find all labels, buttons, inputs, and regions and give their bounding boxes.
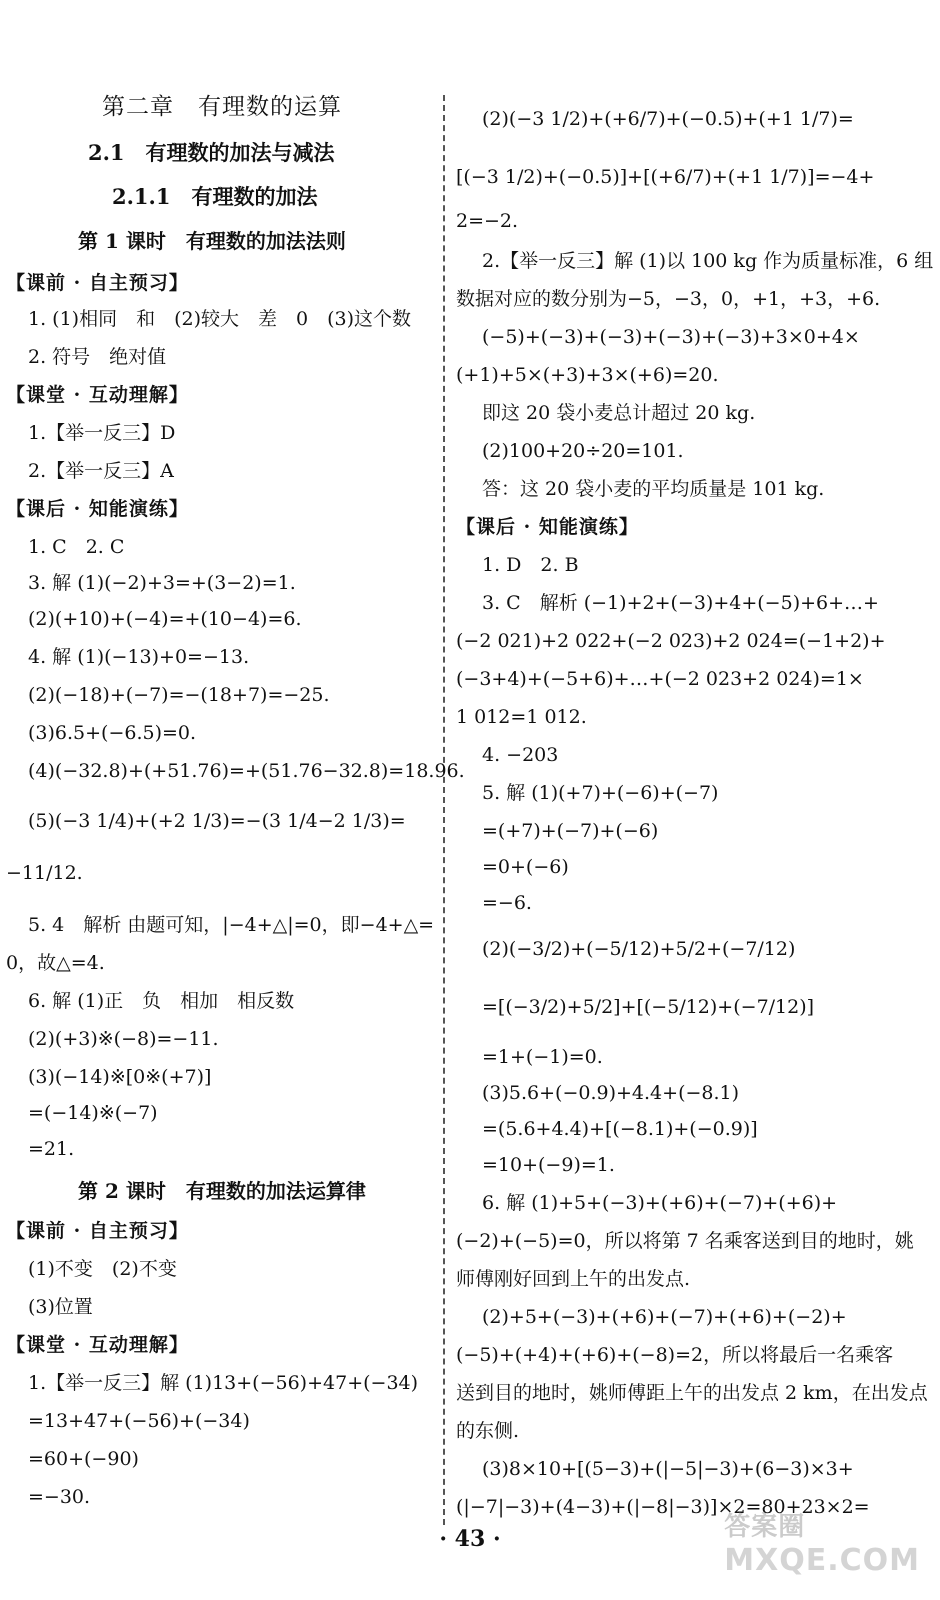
answer-line: (2)(−3 1/2)+(+6/7)+(−0.5)+(+1 1/7)= — [482, 108, 854, 130]
answer-line: 1. (1)相同 和 (2)较大 差 0 (3)这个数 — [28, 308, 411, 330]
answer-line: (+1)+5×(+3)+3×(+6)=20. — [456, 364, 719, 386]
answer-line: (3)位置 — [28, 1296, 93, 1318]
answer-line: =(−14)※(−7) — [28, 1102, 158, 1124]
answer-line: 1. D 2. B — [482, 554, 579, 576]
section-pre-1: 【课前 · 自主预习】 — [6, 272, 189, 294]
lesson2-title: 第 2 课时 有理数的加法运算律 — [78, 1179, 366, 1203]
answer-line: (−2 021)+2 022+(−2 023)+2 024=(−1+2)+ — [456, 630, 886, 652]
answer-line: 2.【举一反三】A — [28, 460, 174, 482]
answer-line: (|−7|−3)+(4−3)+(|−8|−3)]×2=80+23×2= — [456, 1496, 870, 1518]
answer-line: 2.【举一反三】解 (1)以 100 kg 作为质量标准，6 组 — [482, 250, 934, 272]
answer-line: (−3+4)+(−5+6)+…+(−2 023+2 024)=1× — [456, 668, 864, 690]
answer-line: 1.【举一反三】解 (1)13+(−56)+47+(−34) — [28, 1372, 419, 1394]
column-divider — [443, 95, 445, 1525]
answer-line: =−6. — [482, 892, 532, 914]
answer-line: [(−3 1/2)+(−0.5)]+[(+6/7)+(+1 1/7)]=−4+ — [456, 166, 875, 188]
answer-line: (5)(−3 1/4)+(+2 1/3)=−(3 1/4−2 1/3)= — [28, 810, 406, 832]
answer-line: (2)(−3/2)+(−5/12)+5/2+(−7/12) — [482, 938, 796, 960]
answer-line: =−30. — [28, 1486, 91, 1508]
watermark-url: MXQE.COM — [724, 1543, 920, 1578]
answer-line: 的东侧. — [456, 1420, 520, 1442]
answer-line: (−5)+(−3)+(−3)+(−3)+(−3)+3×0+4× — [482, 326, 860, 348]
answer-line: (3)8×10+[(5−3)+(|−5|−3)+(6−3)×3+ — [482, 1458, 854, 1480]
answer-line: (3)6.5+(−6.5)=0. — [28, 722, 197, 744]
answer-line: (−5)+(+4)+(+6)+(−8)=2，所以将最后一名乘客 — [456, 1344, 894, 1366]
page-number: · 43 · — [439, 1526, 501, 1552]
answer-line: =60+(−90) — [28, 1448, 139, 1470]
watermark-logo — [724, 1506, 920, 1578]
answer-line: (1)不变 (2)不变 — [28, 1258, 177, 1280]
answer-line: 5. 解 (1)(+7)+(−6)+(−7) — [482, 782, 719, 804]
answer-line: 3. 解 (1)(−2)+3=+(3−2)=1. — [28, 572, 296, 594]
answer-line: (4)(−32.8)+(+51.76)=+(51.76−32.8)=18.96. — [28, 760, 465, 782]
answer-line: 答：这 20 袋小麦的平均质量是 101 kg. — [482, 478, 825, 500]
section-after-1: 【课后 · 知能演练】 — [6, 498, 189, 520]
answer-line: (2)+5+(−3)+(+6)+(−7)+(+6)+(−2)+ — [482, 1306, 847, 1328]
answer-line: (2)(−18)+(−7)=−(18+7)=−25. — [28, 684, 330, 706]
answer-line: (−2)+(−5)=0，所以将第 7 名乘客送到目的地时，姚 — [456, 1230, 914, 1252]
answer-line: 4. −203 — [482, 744, 559, 766]
answer-line: 6. 解 (1)+5+(−3)+(+6)+(−7)+(+6)+ — [482, 1192, 838, 1214]
answer-line: 5. 4 解析 由题可知，|−4+△|=0，即−4+△= — [28, 914, 435, 936]
answer-line: =(5.6+4.4)+[(−8.1)+(−0.9)] — [482, 1118, 758, 1140]
section-after-2: 【课后 · 知能演练】 — [456, 516, 639, 538]
section-class-2: 【课堂 · 互动理解】 — [6, 1334, 189, 1356]
answer-line: =1+(−1)=0. — [482, 1046, 603, 1068]
answer-line: 2. 符号 绝对值 — [28, 346, 167, 368]
answer-line: =21. — [28, 1138, 75, 1160]
answer-line: 2=−2. — [456, 210, 519, 232]
subsection-title: 2.1.1 有理数的加法 — [112, 184, 318, 209]
answer-line: (2)100+20÷20=101. — [482, 440, 684, 462]
answer-line: 师傅刚好回到上午的出发点. — [456, 1268, 691, 1290]
section-pre-2: 【课前 · 自主预习】 — [6, 1220, 189, 1242]
answer-line: (3)(−14)※[0※(+7)] — [28, 1066, 212, 1088]
answer-line: 数据对应的数分别为−5，−3，0，+1，+3，+6. — [456, 288, 881, 310]
answer-line: =[(−3/2)+5/2]+[(−5/12)+(−7/12)] — [482, 996, 815, 1018]
answer-line: =10+(−9)=1. — [482, 1154, 615, 1176]
answer-line: (2)(+10)+(−4)=+(10−4)=6. — [28, 608, 302, 630]
answer-line: 1.【举一反三】D — [28, 422, 176, 444]
answer-line: 6. 解 (1)正 负 相加 相反数 — [28, 990, 295, 1012]
answer-line: 1 012=1 012. — [456, 706, 587, 728]
answer-line: −11/12. — [6, 862, 83, 884]
answer-line: (3)5.6+(−0.9)+4.4+(−8.1) — [482, 1082, 740, 1104]
chapter-title: 第二章 有理数的运算 — [102, 94, 342, 120]
watermark-text: 答案圈 — [724, 1512, 806, 1542]
answer-line: 3. C 解析 (−1)+2+(−3)+4+(−5)+6+…+ — [482, 592, 879, 614]
answer-line: =(+7)+(−7)+(−6) — [482, 820, 659, 842]
answer-line: =0+(−6) — [482, 856, 569, 878]
answer-line: 4. 解 (1)(−13)+0=−13. — [28, 646, 250, 668]
answer-line: 1. C 2. C — [28, 536, 125, 558]
section-class-1: 【课堂 · 互动理解】 — [6, 384, 189, 406]
answer-line: 送到目的地时，姚师傅距上午的出发点 2 km，在出发点 — [456, 1382, 928, 1404]
answer-line: =13+47+(−56)+(−34) — [28, 1410, 250, 1432]
section-title: 2.1 有理数的加法与减法 — [88, 140, 335, 165]
lesson1-title: 第 1 课时 有理数的加法法则 — [78, 229, 346, 253]
answer-line: (2)(+3)※(−8)=−11. — [28, 1028, 219, 1050]
answer-line: 即这 20 袋小麦总计超过 20 kg. — [482, 402, 756, 424]
answer-line: 0，故△=4. — [6, 952, 105, 974]
